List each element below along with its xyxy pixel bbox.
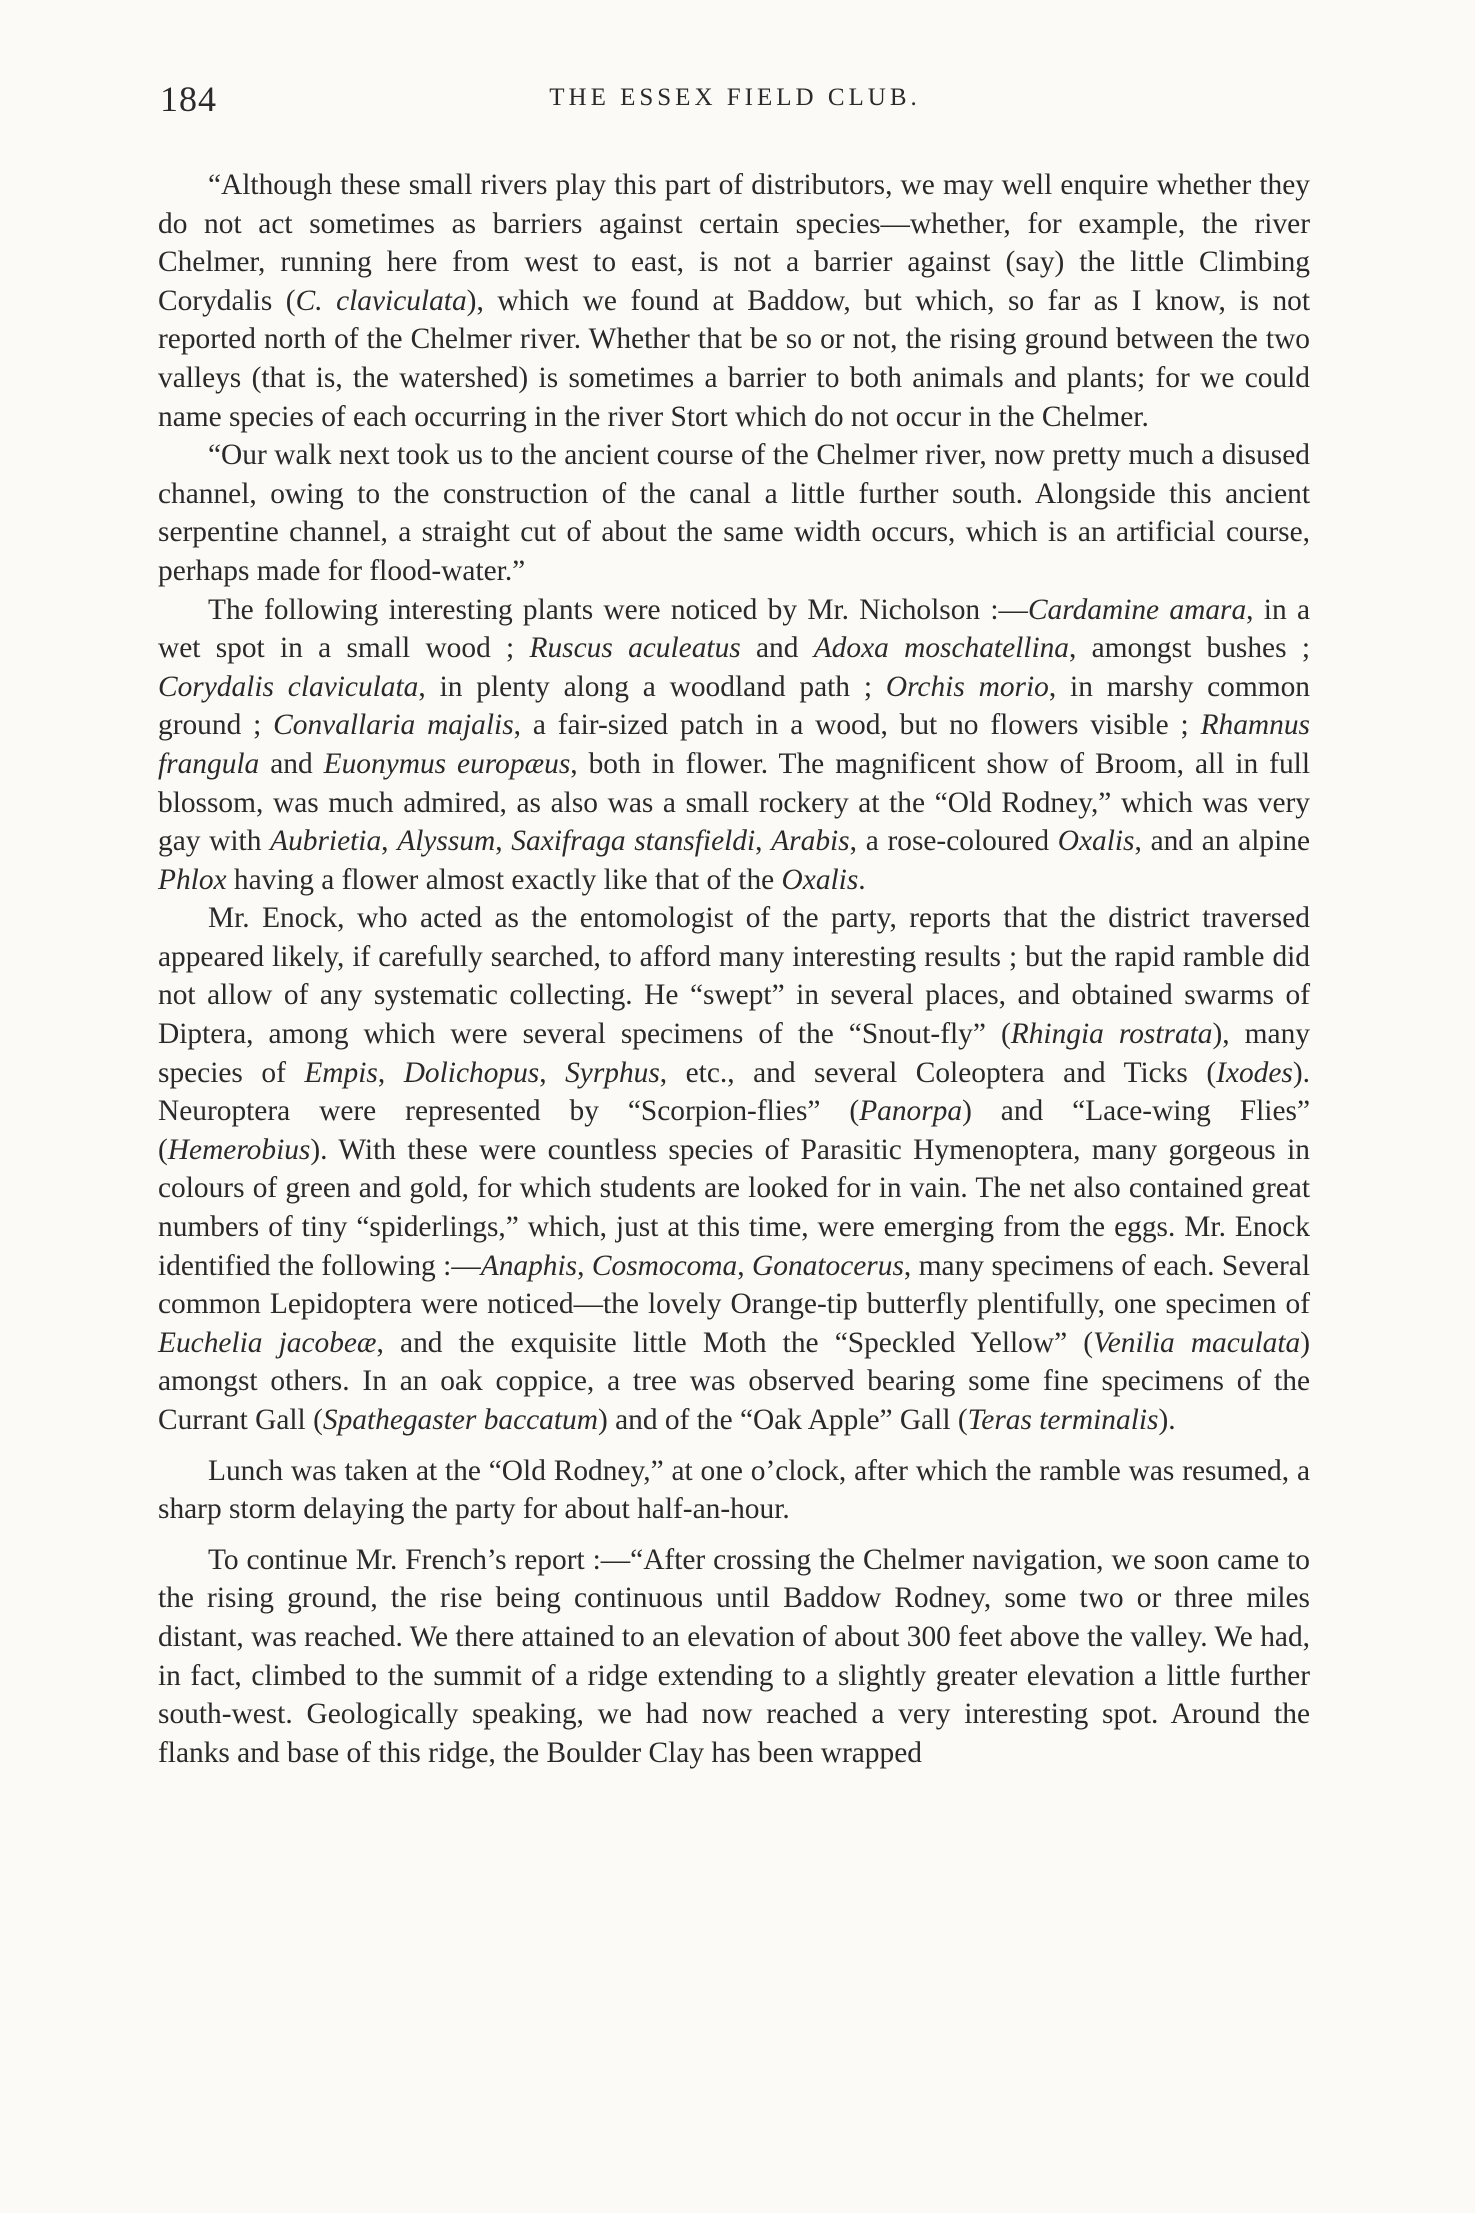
italic-species-name: Oxalis	[1057, 825, 1135, 858]
italic-species-name: Convallaria majalis	[273, 709, 514, 742]
italic-species-name: Ixodes	[1216, 1056, 1293, 1089]
paragraph	[158, 899, 1310, 1439]
paragraph	[158, 591, 1310, 900]
text-run: ) and of the “Oak Apple” Gall (	[597, 1404, 968, 1436]
italic-species-name: Saxifraga stansfieldi	[511, 825, 756, 858]
text-run: Mr. Enock, who acted as the entomologist of the party, reports that the district traversed appeared likely, if carefully searched, to afford many interesting results ; but the rapid ramble did not allow of any systematic collecting. He “swept” in several places, and obtained swarms of Diptera, among which were several specimens of the “Snout-fly” (	[158, 902, 1310, 1051]
text-run: To continue Mr. French’s report :—“After crossing the Chelmer navigation, we soon came to the rising ground, the rise being continuous until Baddow Rodney, some two or three miles distant, was reached. We there attained to an elevation of about 300 feet above the valley. We had, in fact, climbed to the summit of a ridge extending to a slightly greater elevation a little further south-west. Geologically speaking, we had now reached a very interesting spot. Around the flanks and base of this ridge, the Boulder Clay has been wrapped	[158, 1543, 1310, 1769]
text-run: ,	[577, 1249, 592, 1282]
text-run: , and an alpine	[1134, 825, 1310, 858]
italic-species-name: Ruscus aculeatus	[529, 632, 741, 665]
text-run: , etc., and several Coleoptera and Ticks (	[659, 1056, 1217, 1089]
text-run: , and the exquisite little Moth the “Speckled Yellow” (	[376, 1326, 1094, 1359]
text-run: ,	[539, 1056, 566, 1089]
page-number: 184	[160, 79, 217, 119]
paragraph	[158, 436, 1310, 590]
text-run: ), many species of	[158, 1018, 1310, 1089]
page-header	[160, 78, 1310, 128]
italic-species-name: Aubrietia	[270, 825, 382, 858]
paragraph	[158, 1541, 1310, 1773]
text-run: The following interesting plants were noticed by Mr. Nicholson :—	[208, 593, 1028, 626]
italic-species-name: Anaphis	[480, 1249, 578, 1282]
italic-species-name: C. claviculata	[295, 284, 467, 317]
text-run: , in a wet spot in a small wood ;	[158, 593, 1311, 665]
italic-species-name: Teras terminalis	[967, 1404, 1159, 1436]
paragraph	[158, 166, 1310, 436]
italic-species-name: Corydalis claviculata	[158, 670, 419, 703]
italic-species-name: Gonatocerus	[752, 1249, 904, 1282]
text-run: ,	[381, 825, 398, 858]
italic-species-name: Rhingia rostrata	[1010, 1018, 1213, 1051]
text-run: ) and “Lace-wing Flies” (	[158, 1095, 1310, 1166]
text-run: , a fair-sized patch in a wood, but no flowers visible ;	[513, 709, 1201, 742]
text-run: , amongst bushes ;	[1069, 632, 1310, 665]
italic-species-name: Orchis morio	[885, 670, 1049, 703]
italic-species-name: Panorpa	[859, 1095, 963, 1128]
running-head: THE ESSEX FIELD CLUB.	[549, 84, 921, 111]
text-run: , many specimens of each. Several common Lepidoptera were noticed—the lovely Orange-tip butterfly plentifully, one specimen of	[158, 1249, 1311, 1321]
italic-species-name: Venilia maculata	[1093, 1326, 1301, 1359]
text-run: , a rose-coloured	[849, 825, 1058, 858]
italic-species-name: Cosmocoma	[591, 1249, 738, 1282]
italic-species-name: Euonymus europæus	[323, 747, 571, 780]
italic-species-name: Euchelia jacobeæ	[158, 1326, 377, 1359]
text-run: , both in flower. The magnificent show of Broom, all in full blossom, was much admired, as also was a small rockery at the “Old Rodney,” which was very gay with	[158, 747, 1310, 858]
italic-species-name: Syrphus	[565, 1056, 660, 1089]
italic-species-name: Dolichopus	[403, 1056, 540, 1089]
body-text	[158, 166, 1310, 1772]
text-run: .	[858, 863, 866, 896]
italic-species-name: Spathegaster baccatum	[322, 1404, 598, 1436]
text-run: , in plenty along a woodland path ;	[418, 670, 886, 703]
italic-species-name: Arabis	[771, 825, 850, 858]
italic-species-name: Adoxa moschatellina	[813, 632, 1069, 665]
text-run: ). With these were countless species of Parasitic Hymenoptera, many gorgeous in colours of green and gold, for which students are looked for in vain. The net also contained great numbers of tiny “spiderlings,” which, just at this time, were emerging from the eggs. Mr. Enock identified the following :—	[158, 1133, 1310, 1282]
italic-species-name: Phlox	[158, 863, 227, 896]
italic-species-name: Rhamnus frangula	[158, 709, 1310, 780]
italic-species-name: Oxalis	[781, 863, 859, 896]
text-run: ,	[495, 825, 512, 858]
text-run: and	[740, 632, 814, 665]
text-run: ). Neuroptera were represented by “Scorpion-flies” (	[158, 1056, 1310, 1128]
italic-species-name: Empis	[304, 1056, 378, 1089]
text-run: ,	[377, 1056, 404, 1089]
text-run: ,	[755, 825, 772, 858]
text-run: ,	[737, 1249, 753, 1282]
text-run: ), which we found at Baddow, but which, so far as I know, is not reported north of the Chelmer river. Whether that be so or not, the rising ground between the two valleys (that is, the watershed) is sometimes a barrier to both animals and plants; for we could name species of each occurring in the river Stort which do not occur in the Chelmer.	[158, 284, 1311, 433]
italic-species-name: Alyssum	[397, 825, 496, 858]
text-run: ).	[1158, 1404, 1176, 1436]
italic-species-name: Cardamine amara	[1027, 593, 1247, 626]
text-run: and	[259, 747, 324, 780]
text-run: “Although these small rivers play this part of distributors, we may well enquire whether they do not act sometimes as barriers against certain species—whether, for example, the river Chelmer, running here from west to east, is not a barrier against (say) the little Climbing Corydalis (	[158, 169, 1310, 317]
text-run: , in marshy common ground ;	[158, 670, 1310, 742]
text-run: “Our walk next took us to the ancient course of the Chelmer river, now pretty much a disused channel, owing to the construction of the canal a little further south. Alongside this ancient serpentine channel, a straight cut of about the same width occurs, which is an artificial course, perhaps made for flood-water.”	[158, 439, 1310, 587]
italic-species-name: Hemerobius	[167, 1133, 311, 1166]
paragraph	[158, 1452, 1310, 1529]
text-run: having a flower almost exactly like that of the	[226, 863, 782, 896]
text-run: Lunch was taken at the “Old Rodney,” at one o’clock, after which the ramble was resumed, a sharp storm delaying the party for about half-an-hour.	[158, 1454, 1310, 1526]
text-run: ) amongst others. In an oak coppice, a tree was observed bearing some fine specimens of the Currant Gall (	[158, 1326, 1310, 1436]
